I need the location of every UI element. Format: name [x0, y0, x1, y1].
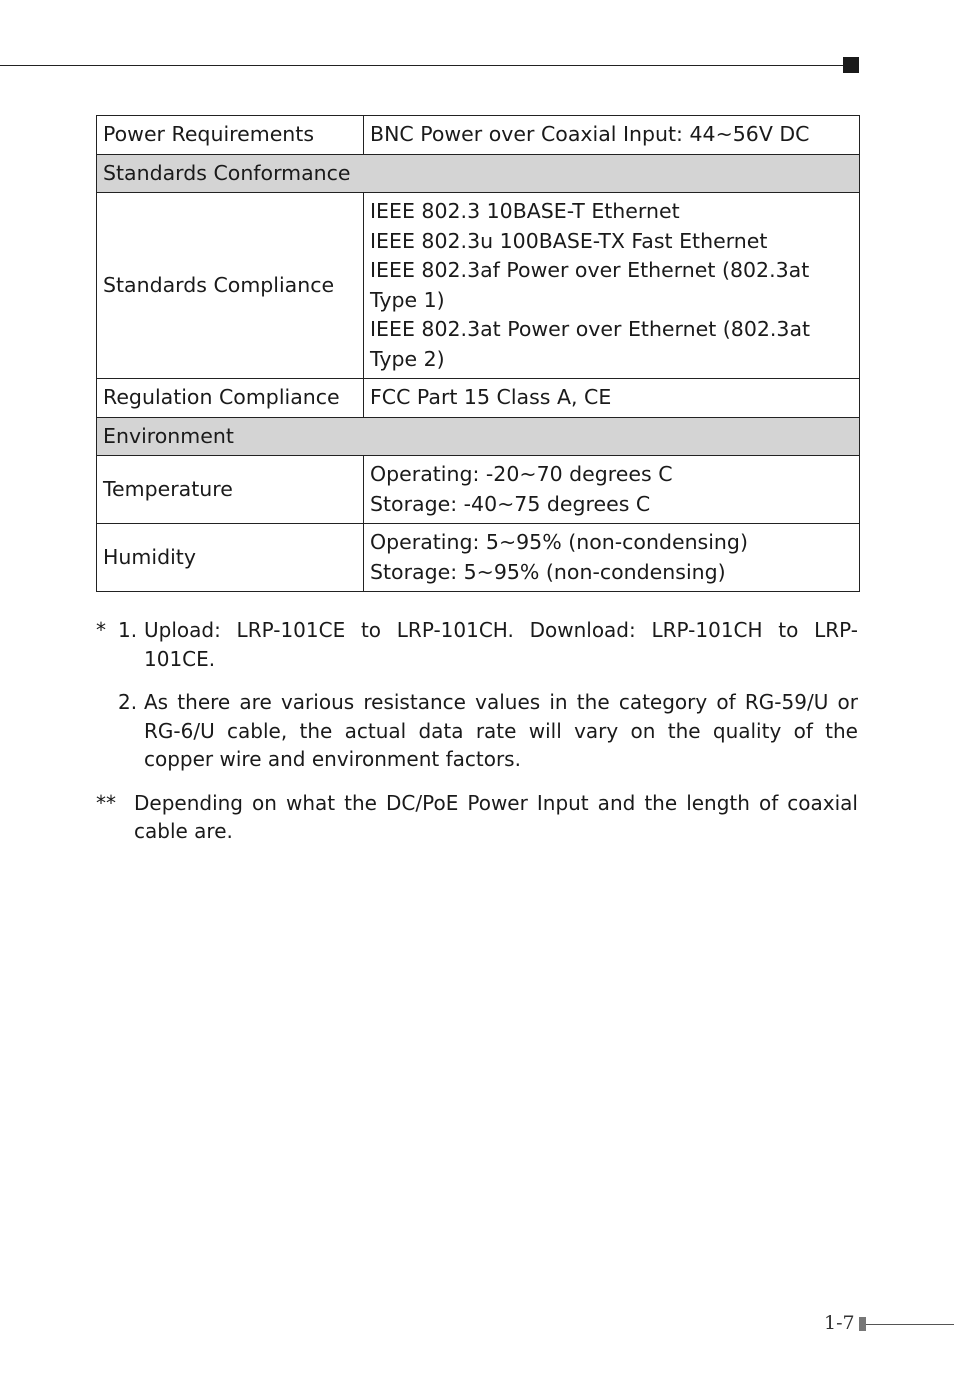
footnote-number: 2. — [118, 690, 138, 714]
spec-label: Temperature — [97, 456, 364, 524]
footnotes — [96, 616, 858, 846]
spec-row — [97, 524, 860, 592]
footnote-text: As there are various resistance values in the category of RG-59/U or RG-6/U cable, the actual data rate will vary on the quality of the copper wire and environment factors. — [144, 690, 858, 771]
spec-value-line: Type 1) — [370, 287, 445, 312]
spec-value-line: IEEE 802.3af Power over Ethernet (802.3at — [370, 258, 810, 282]
footnote-number: 1. — [118, 618, 138, 642]
spec-value — [364, 193, 860, 379]
spec-value-line: Operating: -20~70 degrees C — [370, 462, 673, 486]
footnote-2 — [96, 688, 858, 774]
spec-value-line: IEEE 802.3 10BASE-T Ethernet — [370, 199, 680, 223]
spec-value — [364, 524, 860, 592]
spec-label: Power Requirements — [97, 116, 364, 155]
footnote-text: Upload: LRP-101CE to LRP-101CH. Download: LRP-101CH to LRP-101CE. — [144, 618, 858, 671]
spec-row — [97, 379, 860, 418]
spec-value — [364, 379, 860, 418]
footer-square-marker — [859, 1317, 866, 1331]
spec-value — [364, 456, 860, 524]
spec-row — [97, 456, 860, 524]
footnote-text: Depending on what the DC/PoE Power Input and the length of coaxial cable are. — [134, 790, 858, 843]
spec-value-line: IEEE 802.3u 100BASE-TX Fast Ethernet — [370, 228, 768, 253]
spec-value-line: FCC Part 15 Class A, CE — [370, 385, 612, 409]
spec-label: Humidity — [97, 524, 364, 592]
header-rule — [0, 65, 843, 66]
spec-label: Regulation Compliance — [97, 379, 364, 418]
spec-value-line: Type 2) — [370, 346, 445, 371]
spec-value-line: Storage: -40~75 degrees C — [370, 491, 651, 516]
spec-value-line: IEEE 802.3at Power over Ethernet (802.3at — [370, 317, 811, 341]
spec-label: Standards Compliance — [97, 193, 364, 379]
specifications-table — [96, 115, 860, 592]
spec-value-line: Storage: 5~95% (non-condensing) — [370, 559, 726, 584]
spec-row — [97, 116, 860, 155]
footer-rule — [866, 1324, 954, 1325]
spec-value-line: BNC Power over Coaxial Input: 44~56V DC — [370, 122, 810, 146]
header-square-marker — [843, 57, 859, 73]
page-number: 1-7 — [824, 1312, 855, 1334]
spec-value-line: Operating: 5~95% (non-condensing) — [370, 530, 748, 554]
footnote-double-asterisk — [96, 789, 858, 846]
section-header: Standards Conformance — [97, 154, 860, 193]
footnote-1 — [96, 616, 858, 673]
footnote-asterisk: * — [96, 618, 106, 642]
spec-row — [97, 193, 860, 379]
spec-value — [364, 116, 860, 155]
section-header-row — [97, 417, 860, 456]
footnote-double-asterisk-mark: ** — [96, 790, 116, 815]
section-header-row — [97, 154, 860, 193]
section-header: Environment — [97, 417, 860, 456]
